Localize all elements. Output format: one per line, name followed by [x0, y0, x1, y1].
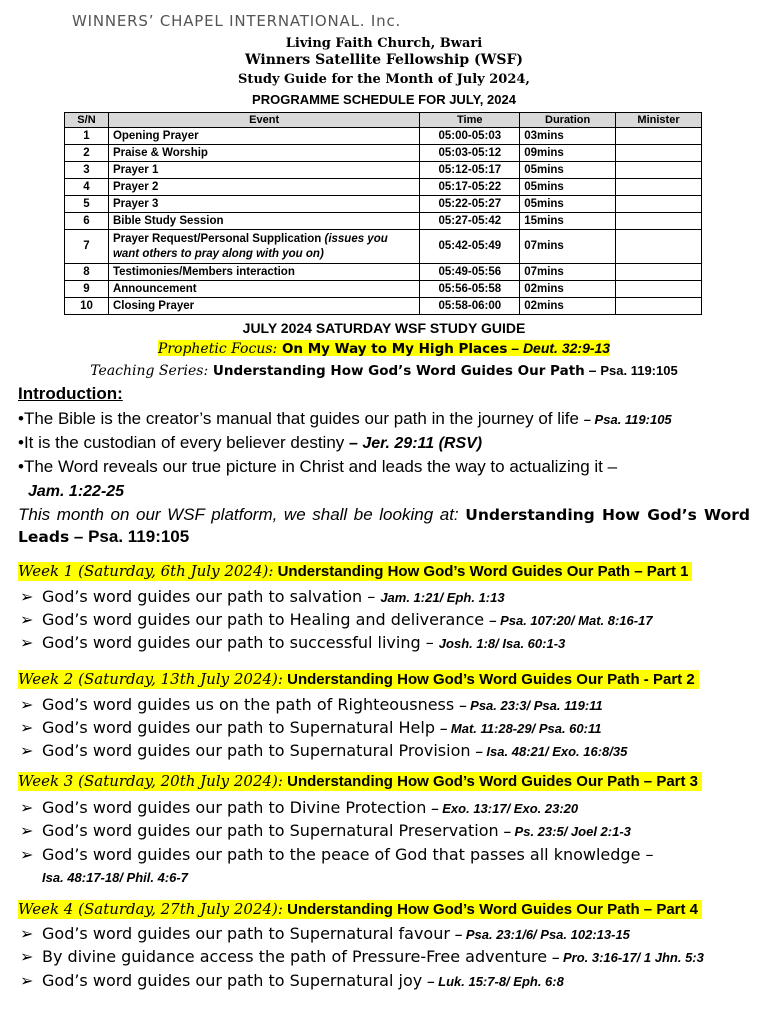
prophetic-focus-ref: – Deut. 32:9-13 — [507, 340, 611, 356]
programme-schedule-table — [64, 112, 702, 315]
row-event: Prayer 2 — [108, 179, 419, 196]
table-row — [65, 298, 702, 315]
arrow-bullet-icon: ➢ — [20, 971, 34, 990]
item-ref: – Psa. 23:1/6/ Psa. 102:13-15 — [455, 927, 630, 942]
row-minister — [616, 298, 702, 315]
column-header-sn: S/N — [65, 113, 109, 128]
row-sn: 3 — [65, 162, 109, 179]
row-duration: 07mins — [520, 264, 616, 281]
list-item — [20, 946, 750, 969]
arrow-bullet-icon: ➢ — [20, 924, 34, 943]
row-minister — [616, 213, 702, 230]
teaching-series-label: Teaching Series: — [90, 363, 209, 379]
arrow-bullet-icon: ➢ — [20, 610, 34, 629]
item-ref: – Ps. 23:5/ Joel 2:1-3 — [503, 824, 631, 839]
intro-bullet — [18, 432, 482, 455]
bullet-icon: • — [18, 457, 24, 476]
arrow-bullet-icon: ➢ — [20, 947, 34, 966]
item-text: God’s word guides our path to Healing and deliverance — [42, 610, 490, 629]
table-row — [65, 230, 702, 264]
item-text: God’s word guides our path to the peace of God that passes all knowledge – — [42, 845, 654, 864]
week-title: Understanding How God’s Word Guides Our Path – Part 1 — [273, 563, 689, 580]
arrow-bullet-icon: ➢ — [20, 821, 34, 840]
bullet-icon: • — [18, 433, 24, 452]
row-event: Prayer 3 — [108, 196, 419, 213]
item-ref: – Psa. 107:20/ Mat. 8:16-17 — [489, 613, 653, 628]
list-item — [20, 694, 750, 717]
list-item — [20, 586, 750, 609]
list-item — [20, 632, 750, 655]
item-ref: Jam. 1:21/ Eph. 1:13 — [380, 590, 505, 605]
item-ref: – Mat. 11:28-29/ Psa. 60:11 — [440, 721, 602, 736]
arrow-bullet-icon: ➢ — [20, 845, 34, 864]
item-ref: – Isa. 48:21/ Exo. 16:8/35 — [475, 744, 628, 759]
row-time: 05:42-05:49 — [420, 230, 520, 264]
intro-bullet — [18, 456, 750, 478]
row-duration: 02mins — [520, 281, 616, 298]
row-duration: 09mins — [520, 145, 616, 162]
row-duration: 05mins — [520, 179, 616, 196]
item-text: God’s word guides our path to Supernatural joy — [42, 971, 428, 990]
table-row — [65, 145, 702, 162]
arrow-bullet-icon: ➢ — [20, 587, 34, 606]
column-header-duration: Duration — [520, 113, 616, 128]
teaching-series-dash: – — [584, 362, 601, 378]
row-event-label: Prayer Request/Personal Supplication — [112, 232, 325, 245]
table-row — [65, 264, 702, 281]
item-text: God’s word guides our path to Divine Protection — [42, 798, 432, 817]
table-row — [65, 196, 702, 213]
row-sn: 6 — [65, 213, 109, 230]
intro-bullet-ref-line — [28, 480, 124, 503]
row-sn: 8 — [65, 264, 109, 281]
row-event: Testimonies/Members interaction — [108, 264, 419, 281]
row-time: 05:12-05:17 — [420, 162, 520, 179]
row-event: Announcement — [108, 281, 419, 298]
table-header-row — [65, 113, 702, 128]
arrow-bullet-icon: ➢ — [20, 798, 34, 817]
intro-paragraph-bold: Understanding How God’s Word Leads — [18, 506, 750, 546]
week-label: Week 2 (Saturday, 13th July 2024): — [18, 670, 283, 688]
row-minister — [616, 145, 702, 162]
row-sn: 7 — [65, 230, 109, 264]
row-time: 05:49-05:56 — [420, 264, 520, 281]
bullet-icon: • — [18, 409, 24, 428]
week-label: Week 1 (Saturday, 6th July 2024): — [18, 562, 274, 580]
row-minister — [616, 179, 702, 196]
row-sn: 5 — [65, 196, 109, 213]
row-event: Opening Prayer — [108, 128, 419, 145]
item-ref: Isa. 48:17-18/ Phil. 4:6-7 — [42, 870, 188, 885]
list-item — [20, 609, 750, 632]
row-sn: 9 — [65, 281, 109, 298]
intro-bullet-ref: – Jer. 29:11 (RSV) — [349, 435, 483, 452]
introduction-heading: Introduction: — [18, 384, 123, 403]
row-event — [108, 230, 419, 264]
week-2-heading — [18, 670, 699, 688]
row-minister — [616, 196, 702, 213]
intro-bullet-ref: Jam. 1:22-25 — [28, 483, 125, 500]
intro-bullet-text: The Word reveals our true picture in Christ and leads the way to actualizing it – — [23, 457, 618, 476]
column-header-minister: Minister — [616, 113, 702, 128]
row-duration: 07mins — [520, 230, 616, 264]
row-duration: 15mins — [520, 213, 616, 230]
list-item — [20, 717, 750, 740]
row-event: Prayer 1 — [108, 162, 419, 179]
item-text: God’s word guides our path to salvation – — [42, 587, 381, 606]
row-duration: 05mins — [520, 196, 616, 213]
study-guide-title: JULY 2024 SATURDAY WSF STUDY GUIDE — [242, 320, 526, 336]
row-event-note: (issues you want others to pray along with you on) — [112, 232, 388, 260]
item-text: God’s word guides our path to Supernatural Provision — [42, 741, 476, 760]
row-minister — [616, 162, 702, 179]
week-3-heading — [18, 772, 702, 790]
row-duration: 03mins — [520, 128, 616, 145]
church-name: Living Faith Church, Bwari — [285, 36, 483, 51]
list-item — [20, 820, 750, 843]
item-text: God’s word guides our path to Supernatural favour — [42, 924, 455, 943]
row-sn: 10 — [65, 298, 109, 315]
row-event: Bible Study Session — [108, 213, 419, 230]
teaching-series-ref: Psa. 119:105 — [600, 363, 678, 378]
row-minister — [616, 128, 702, 145]
list-item — [20, 797, 750, 820]
week-1-heading — [18, 562, 692, 580]
teaching-series-text: Understanding How God’s Word Guides Our Path — [208, 363, 585, 379]
arrow-bullet-icon: ➢ — [20, 741, 34, 760]
table-row — [65, 179, 702, 196]
item-ref: – Luk. 15:7-8/ Eph. 6:8 — [427, 974, 564, 989]
list-item — [20, 844, 750, 866]
row-time: 05:00-05:03 — [420, 128, 520, 145]
intro-bullet-text: It is the custodian of every believer destiny — [23, 433, 350, 452]
row-duration: 02mins — [520, 298, 616, 315]
row-time: 05:22-05:27 — [420, 196, 520, 213]
row-time: 05:56-05:58 — [420, 281, 520, 298]
week-title: Understanding How God’s Word Guides Our Path – Part 3 — [282, 773, 699, 790]
prophetic-focus-label: Prophetic Focus: — [157, 341, 278, 357]
row-minister — [616, 230, 702, 264]
row-minister — [616, 264, 702, 281]
table-row — [65, 162, 702, 179]
intro-bullet — [18, 408, 672, 431]
teaching-series — [0, 362, 768, 379]
item-ref: – Pro. 3:16-17/ 1 Jhn. 5:3 — [552, 950, 704, 965]
item-text: God’s word guides us on the path of Righteousness — [42, 695, 460, 714]
item-text: God’s word guides our path to Supernatural Preservation — [42, 821, 504, 840]
week-label: Week 4 (Saturday, 27th July 2024): — [18, 900, 283, 918]
list-item-ref-line — [42, 866, 768, 889]
item-text: God’s word guides our path to Supernatural Help — [42, 718, 441, 737]
list-item — [20, 970, 750, 993]
week-4-heading — [18, 900, 702, 918]
organization-name: WINNERS’ CHAPEL INTERNATIONAL. Inc. — [72, 12, 402, 30]
column-header-time: Time — [420, 113, 520, 128]
fellowship-name: Winners Satellite Fellowship (WSF) — [244, 52, 524, 68]
intro-paragraph — [18, 504, 750, 548]
table-row — [65, 213, 702, 230]
row-event: Closing Prayer — [108, 298, 419, 315]
arrow-bullet-icon: ➢ — [20, 718, 34, 737]
prophetic-focus-text: On My Way to My High Places — [277, 341, 508, 357]
intro-paragraph-text: This month on our WSF platform, we shall be looking at: — [18, 505, 466, 524]
list-item — [20, 740, 750, 763]
week-title: Understanding How God’s Word Guides Our Path - Part 2 — [282, 671, 695, 688]
row-time: 05:58-06:00 — [420, 298, 520, 315]
prophetic-focus — [0, 340, 768, 357]
week-title: Understanding How God’s Word Guides Our Path – Part 4 — [282, 901, 699, 918]
item-ref: – Psa. 23:3/ Psa. 119:11 — [459, 698, 603, 713]
item-text: By divine guidance access the path of Pressure-Free adventure — [42, 947, 553, 966]
row-time: 05:27-05:42 — [420, 213, 520, 230]
row-time: 05:17-05:22 — [420, 179, 520, 196]
arrow-bullet-icon: ➢ — [20, 633, 34, 652]
arrow-bullet-icon: ➢ — [20, 695, 34, 714]
row-sn: 2 — [65, 145, 109, 162]
item-text: God’s word guides our path to successful living – — [42, 633, 439, 652]
list-item — [20, 923, 750, 946]
intro-bullet-text: The Bible is the creator’s manual that guides our path in the journey of life — [23, 409, 584, 428]
row-time: 05:03-05:12 — [420, 145, 520, 162]
table-row — [65, 281, 702, 298]
row-duration: 05mins — [520, 162, 616, 179]
row-sn: 1 — [65, 128, 109, 145]
week-label: Week 3 (Saturday, 20th July 2024): — [18, 772, 283, 790]
column-header-event: Event — [108, 113, 419, 128]
programme-title: PROGRAMME SCHEDULE FOR JULY, 2024 — [252, 92, 516, 107]
study-guide-subtitle: Study Guide for the Month of July 2024, — [238, 72, 530, 87]
item-ref: Josh. 1:8/ Isa. 60:1-3 — [438, 636, 566, 651]
item-ref: – Exo. 13:17/ Exo. 23:20 — [431, 801, 579, 816]
table-row — [65, 128, 702, 145]
intro-bullet-ref: – Psa. 119:105 — [583, 412, 672, 427]
intro-paragraph-ref: – Psa. 119:105 — [69, 527, 190, 546]
row-event: Praise & Worship — [108, 145, 419, 162]
row-minister — [616, 281, 702, 298]
row-sn: 4 — [65, 179, 109, 196]
